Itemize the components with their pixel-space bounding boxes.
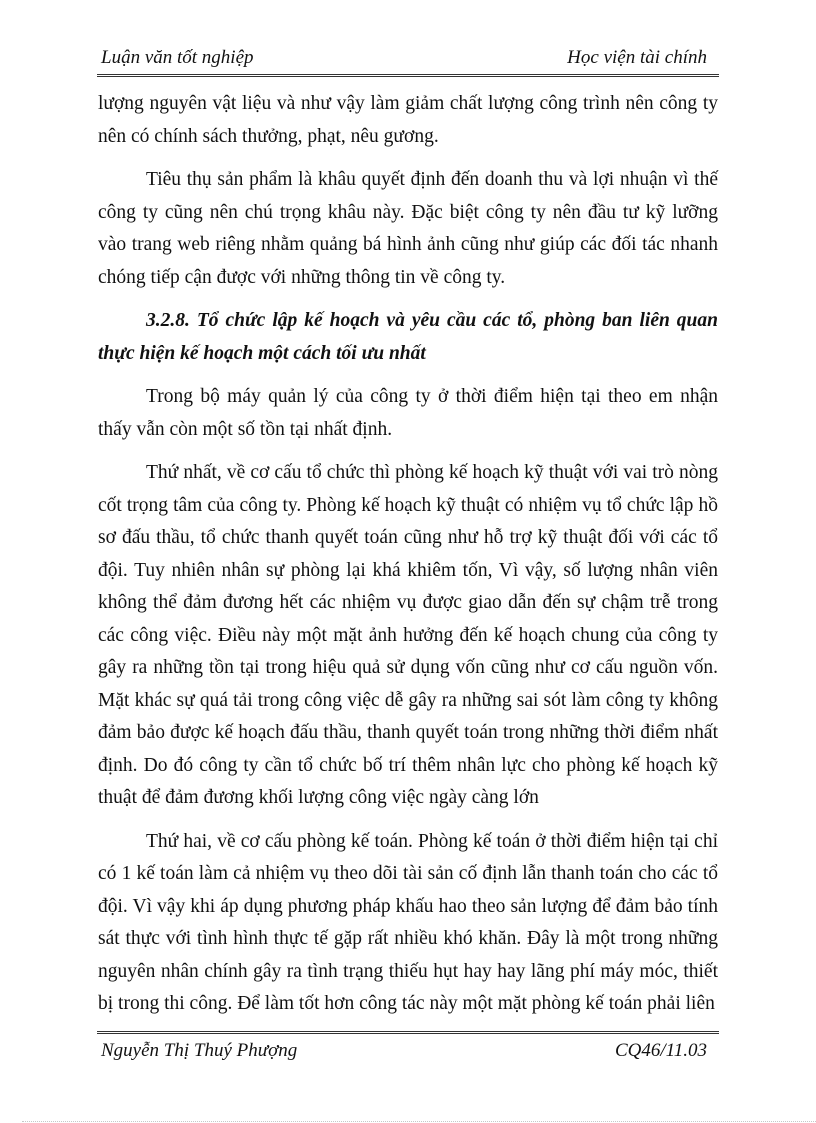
page-footer bbox=[97, 1031, 719, 1066]
footer-class-code: CQ46/11.03 bbox=[614, 1040, 707, 1061]
section-heading: 3.2.8. Tổ chức lập kế hoạch và yêu cầu các tổ, phòng ban liên quan thực hiện kế hoạch một cách tối ưu nhất bbox=[98, 310, 718, 364]
page-edge-divider bbox=[22, 1121, 816, 1122]
paragraph-4: Thứ nhất, về cơ cấu tổ chức thì phòng kế hoạch kỹ thuật với vai trò nòng cốt trọng tâm của công ty. Phòng kế hoạch kỹ thuật có nhiệm vụ tổ chức lập hồ sơ đấu thầu, tổ chức thanh quyết toán cũng như hỗ trợ kỹ thuật đối với các tổ đội. Tuy nhiên nhân sự phòng lại khá khiêm tốn, Vì vậy, số lượng nhân viên không thể đảm đương hết các nhiệm vụ được giao dẫn đến sự chậm trễ trong các công việc. Điều này một mặt ảnh hưởng đến kế hoạch chung của công ty gây ra những tồn tại trong hiệu quả sử dụng vốn cũng như cơ cấu nguồn vốn. Mặt khác sự quá tải trong công việc dễ gây ra những sai sót làm công ty không đảm bảo được kế hoạch đấu thầu, thanh quyết toán trong những thời điểm nhất định. Do đó công ty cần tổ chức bố trí thêm nhân lực cho phòng kế hoạch kỹ thuật để đảm đương khối lượng công việc ngày càng lớn bbox=[98, 462, 718, 808]
page-body bbox=[98, 88, 718, 1032]
paragraph-3: Trong bộ máy quản lý của công ty ở thời điểm hiện tại theo em nhận thấy vẫn còn một số tồn tại nhất định. bbox=[98, 386, 718, 440]
paragraph-2: Tiêu thụ sản phẩm là khâu quyết định đến doanh thu và lợi nhuận vì thế công ty cũng nên chú trọng khâu này. Đặc biệt công ty nên đầu tư kỹ lưỡng vào trang web riêng nhằm quảng bá hình ảnh cũng như giúp các đối tác nhanh chóng tiếp cận được với những thông tin về công ty. bbox=[98, 169, 718, 288]
footer-author-name: Nguyễn Thị Thuý Phượng bbox=[101, 1040, 298, 1061]
paragraph-1: lượng nguyên vật liệu và như vậy làm giảm chất lượng công trình nên công ty nên có chính sách thưởng, phạt, nêu gương. bbox=[98, 93, 718, 147]
paragraph-5: Thứ hai, về cơ cấu phòng kế toán. Phòng kế toán ở thời điểm hiện tại chỉ có 1 kế toán làm cả nhiệm vụ theo dõi tài sản cố định lẫn thanh toán cho các tổ đội. Vì vậy khi áp dụng phương pháp khấu hao theo sản lượng để đảm bảo tính sát thực với tình hình thực tế gặp rất nhiều khó khăn. Đây là một trong những nguyên nhân chính gây ra tình trạng thiếu hụt hay hay lãng phí máy móc, thiết bị trong thi công. Để làm tốt hơn công tác này một mặt phòng kế toán phải liên bbox=[98, 830, 718, 1014]
page-header bbox=[97, 44, 719, 77]
header-institution-label: Học viện tài chính bbox=[567, 47, 707, 68]
header-thesis-label: Luận văn tốt nghiệp bbox=[101, 47, 254, 68]
